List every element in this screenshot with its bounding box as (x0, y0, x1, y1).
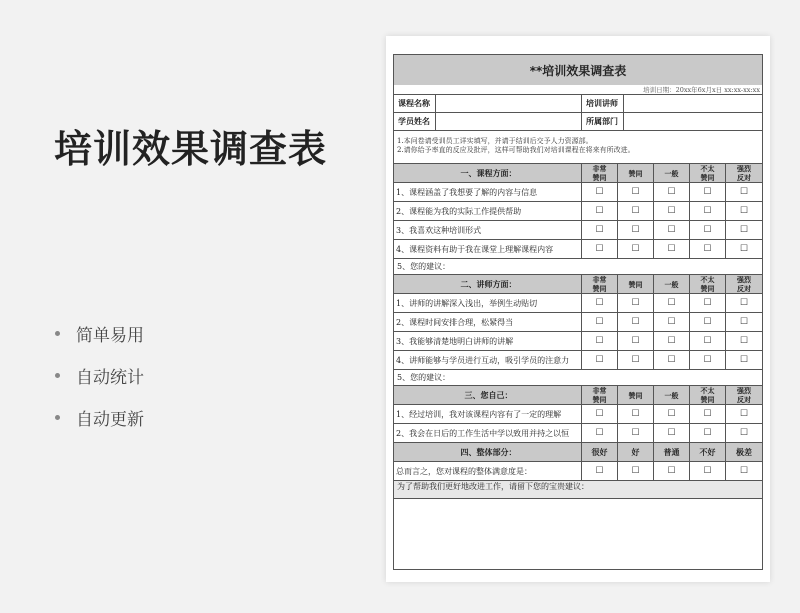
question-text: 4、课程资料有助于我在课堂上理解课程内容 (394, 240, 582, 258)
bullet-icon (55, 331, 60, 336)
rating-option-label (618, 275, 654, 293)
feature-label: 自动统计 (76, 367, 144, 388)
checkbox[interactable]: ☐ (690, 332, 726, 350)
section-header (394, 386, 762, 405)
instructions (394, 131, 762, 164)
checkbox[interactable]: ☐ (690, 294, 726, 312)
rating-option-line: 不太 (700, 164, 715, 173)
checkbox[interactable]: ☐ (739, 206, 749, 216)
feature-item (55, 312, 144, 354)
question-text: 2、课程时间安排合理，松紧得当 (394, 313, 582, 331)
rating-option-line: 反对 (737, 284, 751, 293)
rating-option-label (654, 275, 690, 293)
checkbox[interactable]: ☐ (582, 183, 618, 201)
checkbox[interactable]: ☐ (654, 351, 690, 369)
checkbox[interactable]: ☐ (690, 405, 726, 423)
rating-option-line: 赞同 (592, 173, 607, 182)
rating-option-line: 一般 (664, 390, 679, 400)
checkbox[interactable]: ☐ (690, 240, 726, 258)
department-field[interactable] (624, 113, 762, 130)
rating-option-line: 一般 (664, 279, 679, 289)
instruction-line: 1.本问卷请受训员工详实填写，并请于结训后交予人力资源部。 (397, 137, 593, 145)
question-row (394, 313, 762, 332)
question-text: 1、讲师的讲解深入浅出，举例生动贴切 (394, 294, 582, 312)
suggestion-row[interactable] (394, 370, 762, 386)
checkbox[interactable]: ☐ (690, 221, 726, 239)
rating-option-line: 赞同 (628, 279, 643, 289)
section-header (394, 275, 762, 294)
suggestion-prompt (394, 481, 762, 499)
feature-item (55, 396, 144, 438)
rating-option-line: 一般 (664, 168, 679, 178)
rating-option-line: 赞同 (628, 390, 643, 400)
page-title: 培训效果调查表 (54, 127, 328, 171)
training-date: 培训日期：20xx年6x月x日 xx:xx-xx:xx (394, 85, 762, 95)
form-title: **培训效果调查表 (394, 55, 762, 85)
checkbox[interactable]: ☐ (582, 351, 618, 369)
checkbox[interactable]: ☐ (618, 221, 654, 239)
question-text: 1、经过培训，我对该课程内容有了一定的理解 (394, 405, 582, 423)
checkbox[interactable]: ☐ (582, 221, 618, 239)
rating-option-line: 反对 (737, 395, 751, 404)
checkbox[interactable]: ☐ (690, 202, 726, 220)
checkbox[interactable]: ☐ (690, 351, 726, 369)
student-name-field[interactable] (436, 113, 582, 130)
checkbox[interactable]: ☐ (618, 240, 654, 258)
checkbox[interactable]: ☐ (654, 405, 690, 423)
checkbox[interactable]: ☐ (654, 424, 690, 442)
checkbox[interactable]: ☐ (654, 221, 690, 239)
checkbox[interactable]: ☐ (654, 332, 690, 350)
suggestion-prompt-text: 为了帮助我们更好地改进工作，请留下您的宝贵建议： (397, 482, 589, 491)
checkbox[interactable]: ☐ (618, 424, 654, 442)
rating-option-line: 非常 (592, 164, 607, 173)
rating-option-line: 强烈 (737, 275, 751, 284)
checkbox[interactable]: ☐ (690, 462, 726, 480)
overall-option-label: 普通 (654, 443, 690, 461)
checkbox[interactable]: ☐ (739, 187, 749, 197)
checkbox[interactable]: ☐ (618, 405, 654, 423)
checkbox[interactable]: ☐ (618, 202, 654, 220)
overall-option-label: 很好 (582, 443, 618, 461)
rating-option-label (654, 386, 690, 404)
feature-item (55, 354, 144, 396)
checkbox[interactable]: ☐ (582, 462, 618, 480)
checkbox[interactable]: ☐ (582, 405, 618, 423)
checkbox[interactable]: ☐ (739, 428, 749, 438)
bullet-icon (55, 415, 60, 420)
checkbox[interactable]: ☐ (582, 202, 618, 220)
checkbox[interactable]: ☐ (654, 294, 690, 312)
survey-sections (394, 164, 762, 443)
question-row (394, 202, 762, 221)
overall-option-label: 极差 (736, 446, 752, 457)
suggestion-label: 5、您的建议： (397, 373, 451, 382)
course-name-label: 课程名称 (394, 95, 436, 112)
checkbox[interactable]: ☐ (582, 424, 618, 442)
checkbox[interactable]: ☐ (739, 225, 749, 235)
checkbox[interactable]: ☐ (654, 183, 690, 201)
checkbox[interactable]: ☐ (654, 202, 690, 220)
student-name-label: 学员姓名 (394, 113, 436, 130)
rating-option-line: 强烈 (737, 386, 751, 395)
trainer-field[interactable] (624, 95, 762, 112)
question-text: 4、讲师能够与学员进行互动，吸引学员的注意力 (394, 351, 582, 369)
checkbox[interactable]: ☐ (739, 336, 749, 346)
info-row (394, 113, 762, 131)
rating-option-label (618, 386, 654, 404)
section-title: 四、整体部分： (394, 443, 582, 461)
question-row (394, 351, 762, 370)
section-title: 三、您自己： (394, 386, 582, 404)
question-row (394, 240, 762, 259)
rating-option-line: 强烈 (737, 164, 751, 173)
checkbox[interactable]: ☐ (739, 298, 749, 308)
info-row (394, 95, 762, 113)
checkbox[interactable]: ☐ (618, 183, 654, 201)
feature-label: 自动更新 (76, 409, 144, 430)
rating-option-label (726, 164, 762, 182)
checkbox[interactable]: ☐ (654, 462, 690, 480)
checkbox[interactable]: ☐ (618, 313, 654, 331)
instruction-line: 2.请你给予率直的反应及批评，这样可帮助我们对培训课程在将来有所改进。 (397, 146, 635, 154)
rating-option-label (690, 275, 726, 293)
feature-list (55, 312, 144, 438)
question-row (394, 405, 762, 424)
bullet-icon (55, 373, 60, 378)
section-title: 二、讲师方面： (394, 275, 582, 293)
section-header (394, 164, 762, 183)
checkbox[interactable]: ☐ (739, 409, 749, 419)
rating-option-label (726, 386, 762, 404)
rating-option-line: 赞同 (592, 284, 607, 293)
question-text: 总而言之，您对课程的整体满意度是： (394, 462, 582, 480)
document-preview (386, 36, 770, 582)
survey-form (393, 54, 763, 570)
suggestion-label: 5、您的建议： (397, 262, 451, 271)
rating-option-label (582, 386, 618, 404)
rating-option-line: 赞同 (700, 173, 715, 182)
rating-option-label (690, 164, 726, 182)
feature-label: 简单易用 (76, 325, 144, 346)
checkbox[interactable]: ☐ (582, 240, 618, 258)
checkbox[interactable]: ☐ (739, 244, 749, 254)
section-header-overall (394, 443, 762, 462)
checkbox[interactable]: ☐ (618, 462, 654, 480)
question-text: 1、课程涵盖了我想要了解的内容与信息 (394, 183, 582, 201)
rating-option-label (582, 275, 618, 293)
rating-option-line: 不太 (700, 275, 715, 284)
rating-option-label (726, 275, 762, 293)
rating-option-label (582, 164, 618, 182)
checkbox[interactable]: ☐ (690, 183, 726, 201)
question-row (394, 332, 762, 351)
checkbox[interactable]: ☐ (739, 355, 749, 365)
checkbox[interactable]: ☐ (618, 351, 654, 369)
question-text: 3、我喜欢这种培训形式 (394, 221, 582, 239)
suggestion-textarea[interactable] (394, 499, 762, 559)
rating-option-label (618, 164, 654, 182)
question-text: 2、我会在日后的工作生活中学以致用并持之以恒 (394, 424, 582, 442)
rating-option-line: 非常 (592, 386, 607, 395)
checkbox[interactable]: ☐ (690, 424, 726, 442)
suggestion-row[interactable] (394, 259, 762, 275)
rating-option-line: 不太 (700, 386, 715, 395)
checkbox[interactable]: ☐ (690, 313, 726, 331)
question-row (394, 221, 762, 240)
overall-option-label: 好 (618, 443, 654, 461)
rating-option-label (654, 164, 690, 182)
overall-option-label: 不好 (690, 443, 726, 461)
rating-option-line: 反对 (737, 173, 751, 182)
checkbox[interactable]: ☐ (739, 466, 749, 476)
rating-option-line: 非常 (592, 275, 607, 284)
section-title: 一、课程方面： (394, 164, 582, 182)
course-name-field[interactable] (436, 95, 582, 112)
department-label: 所属部门 (582, 113, 624, 130)
checkbox[interactable]: ☐ (654, 313, 690, 331)
checkbox[interactable]: ☐ (618, 332, 654, 350)
question-row (394, 462, 762, 481)
rating-option-line: 赞同 (628, 168, 643, 178)
question-row (394, 424, 762, 443)
question-row (394, 294, 762, 313)
question-row (394, 183, 762, 202)
rating-option-label (690, 386, 726, 404)
checkbox[interactable]: ☐ (582, 332, 618, 350)
question-text: 2、课程能为我的实际工作提供帮助 (394, 202, 582, 220)
trainer-label: 培训讲师 (582, 95, 624, 112)
checkbox[interactable]: ☐ (582, 313, 618, 331)
rating-option-line: 赞同 (592, 395, 607, 404)
rating-option-line: 赞同 (700, 395, 715, 404)
checkbox[interactable]: ☐ (618, 294, 654, 312)
checkbox[interactable]: ☐ (654, 240, 690, 258)
checkbox[interactable]: ☐ (582, 294, 618, 312)
question-text: 3、我能够清楚地明白讲师的讲解 (394, 332, 582, 350)
checkbox[interactable]: ☐ (739, 317, 749, 327)
rating-option-line: 赞同 (700, 284, 715, 293)
